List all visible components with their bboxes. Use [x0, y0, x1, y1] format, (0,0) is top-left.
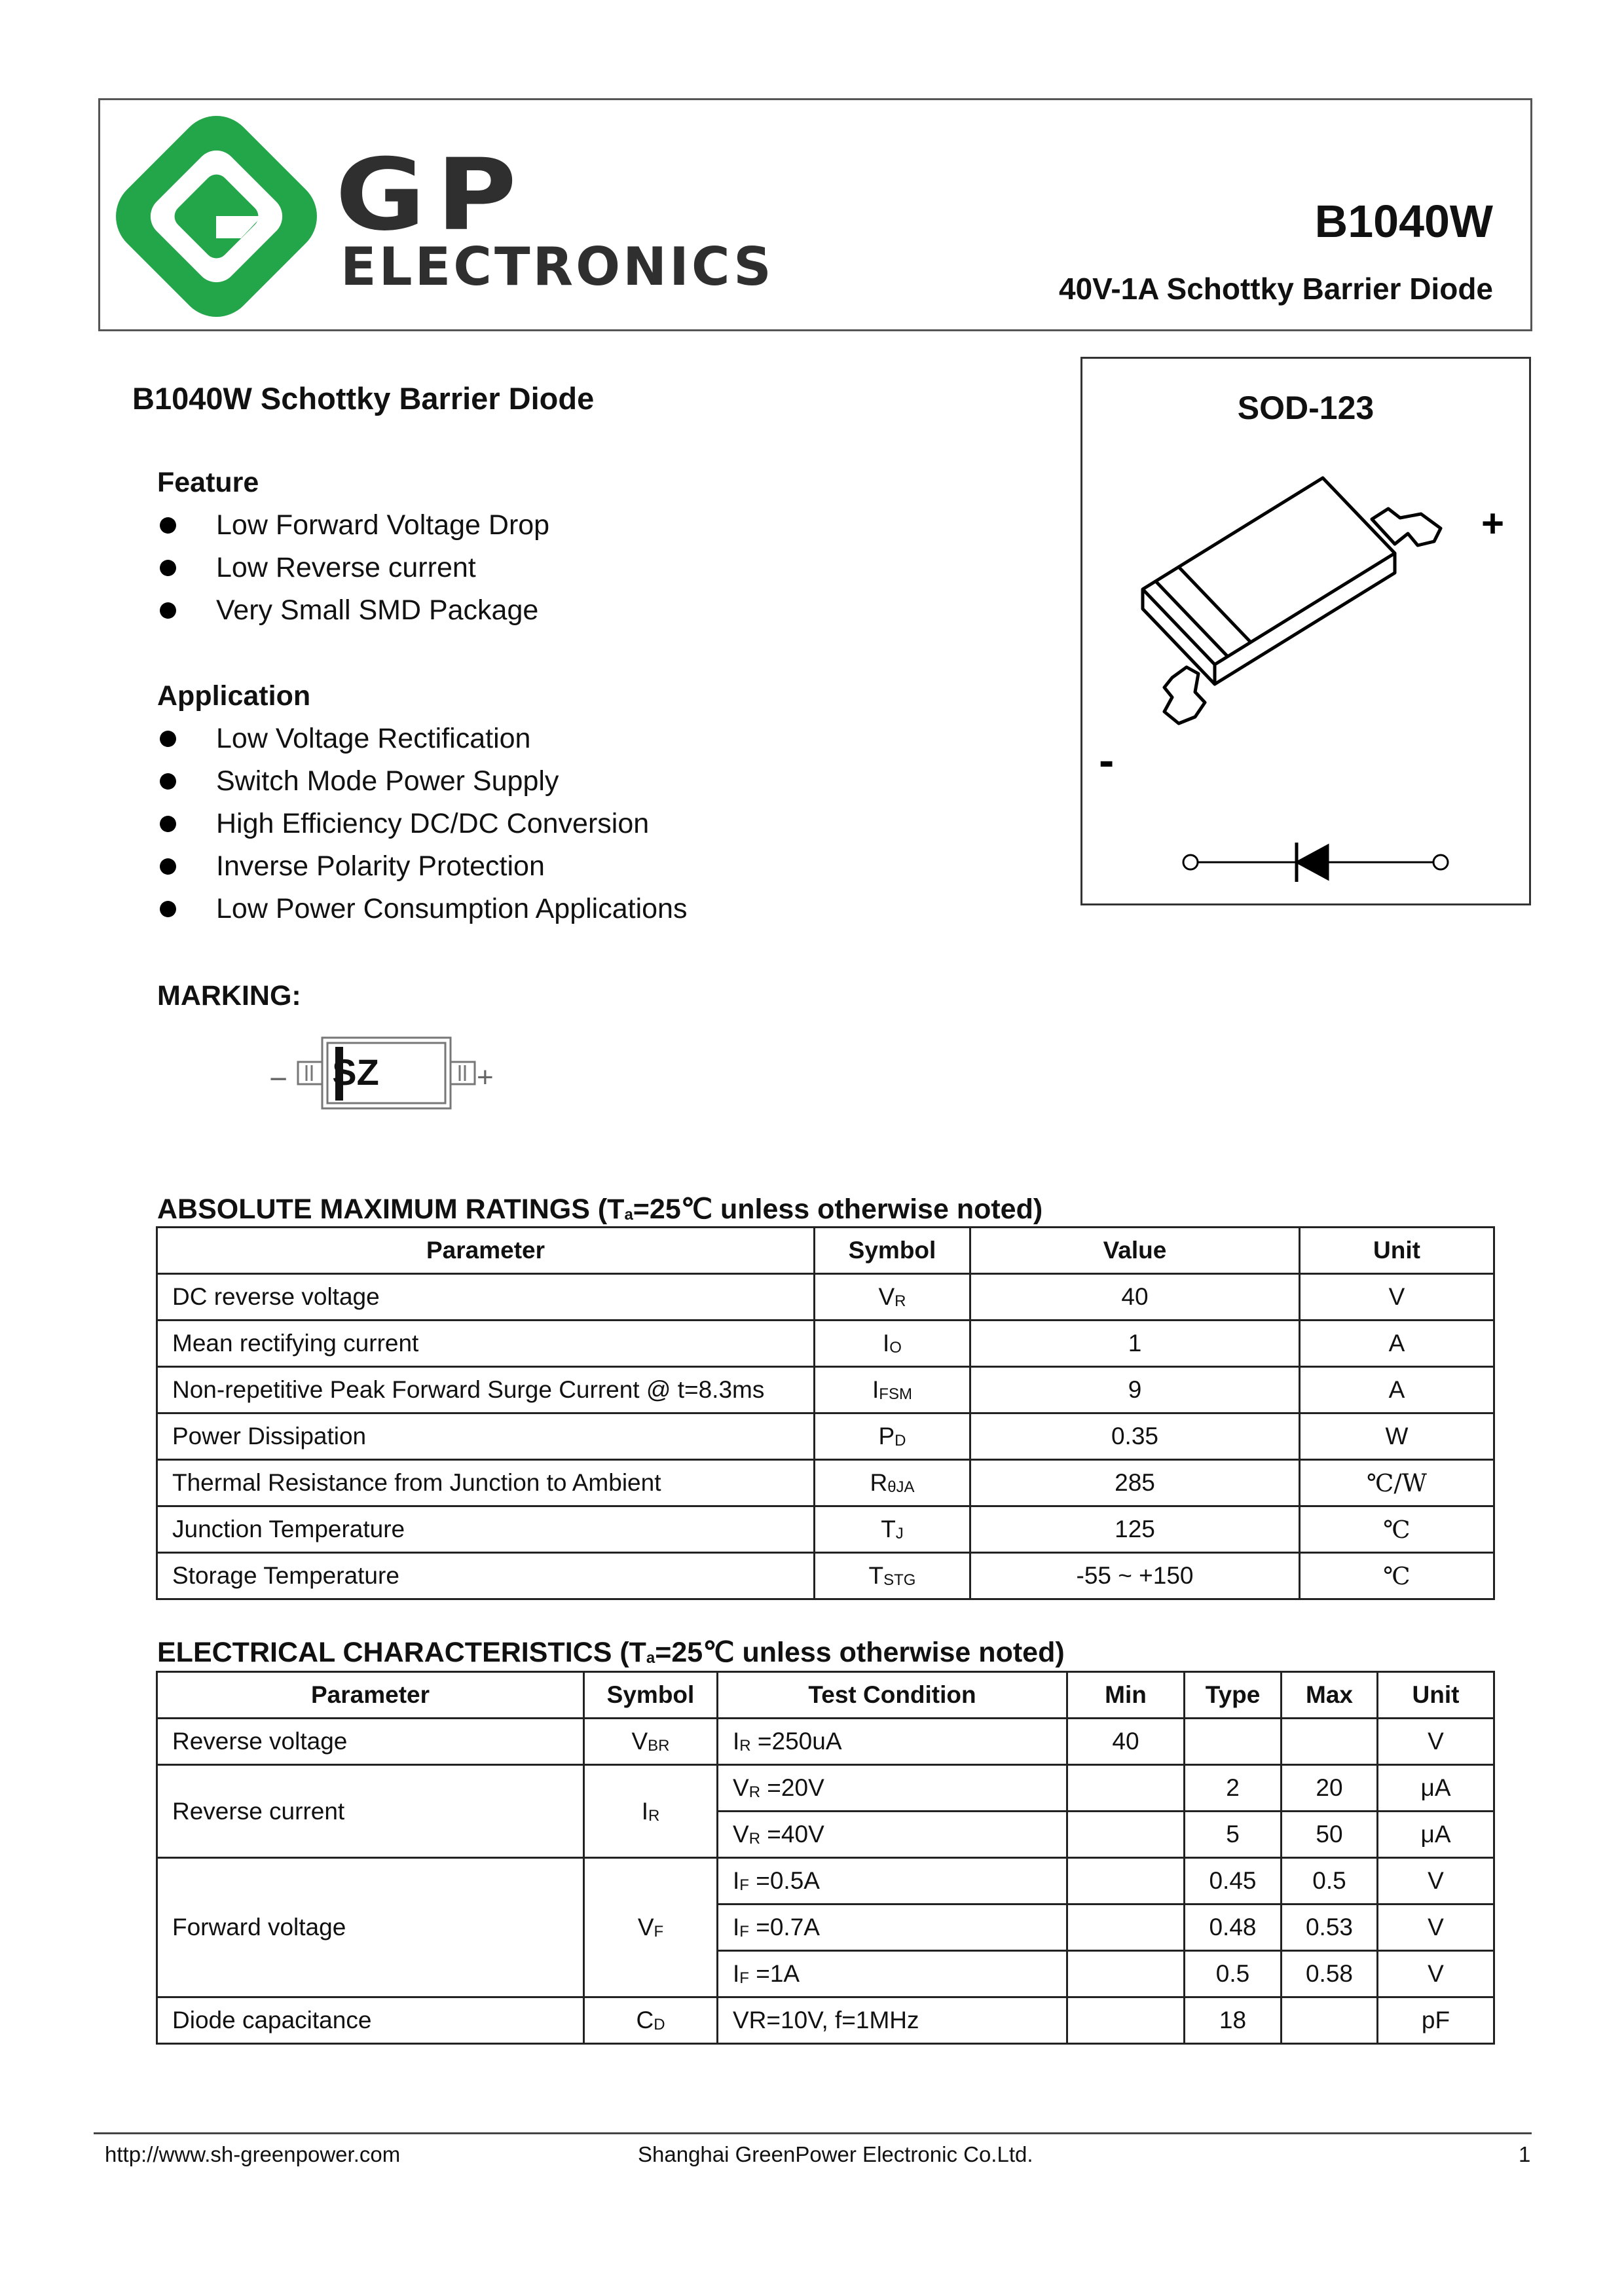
part-description: 40V-1A Schottky Barrier Diode — [1059, 272, 1493, 306]
sod123-package-diagram — [1080, 357, 1531, 905]
minus-label: - — [1099, 735, 1115, 786]
table-row — [157, 1553, 1494, 1599]
application-list — [158, 718, 687, 930]
brand-gp: GP — [335, 137, 528, 253]
brand-electronics: ELECTRONICS — [341, 236, 774, 297]
typ-cell: 2 — [1185, 1765, 1282, 1812]
symbol-cell: IR — [584, 1765, 718, 1858]
typ-cell — [1185, 1719, 1282, 1765]
condition-cell: IF =0.7A — [718, 1904, 1067, 1951]
header-max: Max — [1282, 1672, 1378, 1719]
symbol-cell: VBR — [584, 1719, 718, 1765]
symbol-cell: IFSM — [815, 1367, 970, 1413]
bullet-icon — [160, 602, 176, 619]
application-heading: Application — [157, 680, 311, 712]
diode-symbol-icon — [1183, 843, 1448, 882]
table-header-row — [157, 1228, 1494, 1274]
package-name: SOD-123 — [1237, 390, 1375, 426]
max-cell — [1282, 1719, 1378, 1765]
condition-cell: IR =250uA — [718, 1719, 1067, 1765]
unit-cell: μA — [1378, 1812, 1494, 1858]
bullet-icon — [160, 858, 176, 875]
table-row — [157, 1274, 1494, 1321]
min-cell — [1067, 1904, 1185, 1951]
footer-url[interactable]: http://www.sh-greenpower.com — [105, 2142, 401, 2166]
value-cell: 125 — [970, 1506, 1300, 1553]
min-cell — [1067, 1765, 1185, 1812]
min-cell — [1067, 1858, 1185, 1904]
table-row — [157, 1460, 1494, 1506]
footer-page-number: 1 — [1519, 2142, 1531, 2166]
list-item: Low Forward Voltage Drop — [158, 504, 549, 547]
elec-table — [156, 1671, 1495, 2045]
condition-cell: IF =1A — [718, 1951, 1067, 1997]
max-cell — [1282, 1997, 1378, 2044]
max-cell: 0.5 — [1282, 1858, 1378, 1904]
header-value: Value — [970, 1228, 1300, 1274]
symbol-cell: VR — [815, 1274, 970, 1321]
bullet-icon — [160, 773, 176, 790]
typ-cell: 0.5 — [1185, 1951, 1282, 1997]
symbol-cell: RθJA — [815, 1460, 970, 1506]
table-row — [157, 1367, 1494, 1413]
unit-cell: ℃ — [1300, 1553, 1494, 1599]
marking-heading: MARKING: — [157, 980, 301, 1011]
table-row — [157, 1997, 1494, 2044]
bullet-icon — [160, 517, 176, 534]
min-cell — [1067, 1812, 1185, 1858]
param-cell: Mean rectifying current — [157, 1321, 815, 1367]
unit-cell: V — [1300, 1274, 1494, 1321]
header-test-condition: Test Condition — [718, 1672, 1067, 1719]
table-row — [157, 1506, 1494, 1553]
typ-cell: 0.45 — [1185, 1858, 1282, 1904]
symbol-cell: TJ — [815, 1506, 970, 1553]
header-symbol: Symbol — [815, 1228, 970, 1274]
param-cell: DC reverse voltage — [157, 1274, 815, 1321]
list-item: Low Voltage Rectification — [158, 718, 687, 760]
condition-cell: VR =40V — [718, 1812, 1067, 1858]
symbol-cell: CD — [584, 1997, 718, 2044]
value-cell: -55 ~ +150 — [970, 1553, 1300, 1599]
unit-cell: A — [1300, 1321, 1494, 1367]
min-cell: 40 — [1067, 1719, 1185, 1765]
part-number: B1040W — [1314, 196, 1493, 247]
feature-heading: Feature — [157, 467, 259, 498]
typ-cell: 0.48 — [1185, 1904, 1282, 1951]
list-item: Inverse Polarity Protection — [158, 845, 687, 888]
header-symbol: Symbol — [584, 1672, 718, 1719]
header-unit: Unit — [1378, 1672, 1494, 1719]
symbol-cell: VF — [584, 1858, 718, 1997]
max-cell: 0.58 — [1282, 1951, 1378, 1997]
bullet-icon — [160, 901, 176, 917]
marking-minus: − — [269, 1062, 288, 1097]
elec-title: ELECTRICAL CHARACTERISTICS (Ta=25℃ unless otherwise noted) — [157, 1637, 1065, 1668]
param-cell: Reverse voltage — [157, 1719, 584, 1765]
header-type: Type — [1185, 1672, 1282, 1719]
table-row — [157, 1765, 1494, 1812]
symbol-cell: PD — [815, 1413, 970, 1460]
value-cell: 0.35 — [970, 1413, 1300, 1460]
unit-cell: pF — [1378, 1997, 1494, 2044]
param-cell: Thermal Resistance from Junction to Ambient — [157, 1460, 815, 1506]
table-row — [157, 1858, 1494, 1904]
max-cell: 20 — [1282, 1765, 1378, 1812]
footer-company: Shanghai GreenPower Electronic Co.Ltd. — [638, 2142, 1033, 2166]
symbol-cell: TSTG — [815, 1553, 970, 1599]
param-cell: Diode capacitance — [157, 1997, 584, 2044]
param-cell: Non-repetitive Peak Forward Surge Current @ t=8.3ms — [157, 1367, 815, 1413]
unit-cell: W — [1300, 1413, 1494, 1460]
list-item: Low Reverse current — [158, 547, 549, 589]
value-cell: 1 — [970, 1321, 1300, 1367]
param-cell: Forward voltage — [157, 1858, 584, 1997]
list-item: Switch Mode Power Supply — [158, 760, 687, 803]
min-cell — [1067, 1997, 1185, 2044]
unit-cell: ℃ — [1300, 1506, 1494, 1553]
min-cell — [1067, 1951, 1185, 1997]
unit-cell: ℃/W — [1300, 1460, 1494, 1506]
list-item: Low Power Consumption Applications — [158, 888, 687, 930]
param-cell: Junction Temperature — [157, 1506, 815, 1553]
marking-plus: + — [477, 1061, 494, 1093]
table-header-row — [157, 1672, 1494, 1719]
plus-label: + — [1481, 501, 1505, 545]
header-parameter: Parameter — [157, 1672, 584, 1719]
feature-list — [158, 504, 549, 632]
unit-cell: V — [1378, 1858, 1494, 1904]
param-cell: Reverse current — [157, 1765, 584, 1858]
value-cell: 40 — [970, 1274, 1300, 1321]
max-cell: 50 — [1282, 1812, 1378, 1858]
abs-max-title: ABSOLUTE MAXIMUM RATINGS (Ta=25℃ unless otherwise noted) — [157, 1194, 1043, 1225]
main-title: B1040W Schottky Barrier Diode — [132, 381, 595, 416]
unit-cell: μA — [1378, 1765, 1494, 1812]
unit-cell: V — [1378, 1951, 1494, 1997]
header-unit: Unit — [1300, 1228, 1494, 1274]
table-row — [157, 1321, 1494, 1367]
symbol-cell: IO — [815, 1321, 970, 1367]
condition-cell: VR=10V, f=1MHz — [718, 1997, 1067, 2044]
header-parameter: Parameter — [157, 1228, 815, 1274]
value-cell: 285 — [970, 1460, 1300, 1506]
header-min: Min — [1067, 1672, 1185, 1719]
max-cell: 0.53 — [1282, 1904, 1378, 1951]
condition-cell: IF =0.5A — [718, 1858, 1067, 1904]
value-cell: 9 — [970, 1367, 1300, 1413]
typ-cell: 18 — [1185, 1997, 1282, 2044]
marking-code: SZ — [332, 1051, 379, 1093]
package-body-icon — [1143, 478, 1441, 723]
param-cell: Storage Temperature — [157, 1553, 815, 1599]
unit-cell: A — [1300, 1367, 1494, 1413]
footer-divider — [94, 2132, 1532, 2134]
bullet-icon — [160, 560, 176, 576]
unit-cell: V — [1378, 1719, 1494, 1765]
table-row — [157, 1719, 1494, 1765]
abs-max-table — [156, 1226, 1495, 1600]
condition-cell: VR =20V — [718, 1765, 1067, 1812]
gp-logo-icon — [110, 110, 323, 323]
bullet-icon — [160, 731, 176, 747]
typ-cell: 5 — [1185, 1812, 1282, 1858]
unit-cell: V — [1378, 1904, 1494, 1951]
bullet-icon — [160, 816, 176, 832]
param-cell: Power Dissipation — [157, 1413, 815, 1460]
list-item: Very Small SMD Package — [158, 589, 549, 632]
list-item: High Efficiency DC/DC Conversion — [158, 803, 687, 845]
table-row — [157, 1413, 1494, 1460]
